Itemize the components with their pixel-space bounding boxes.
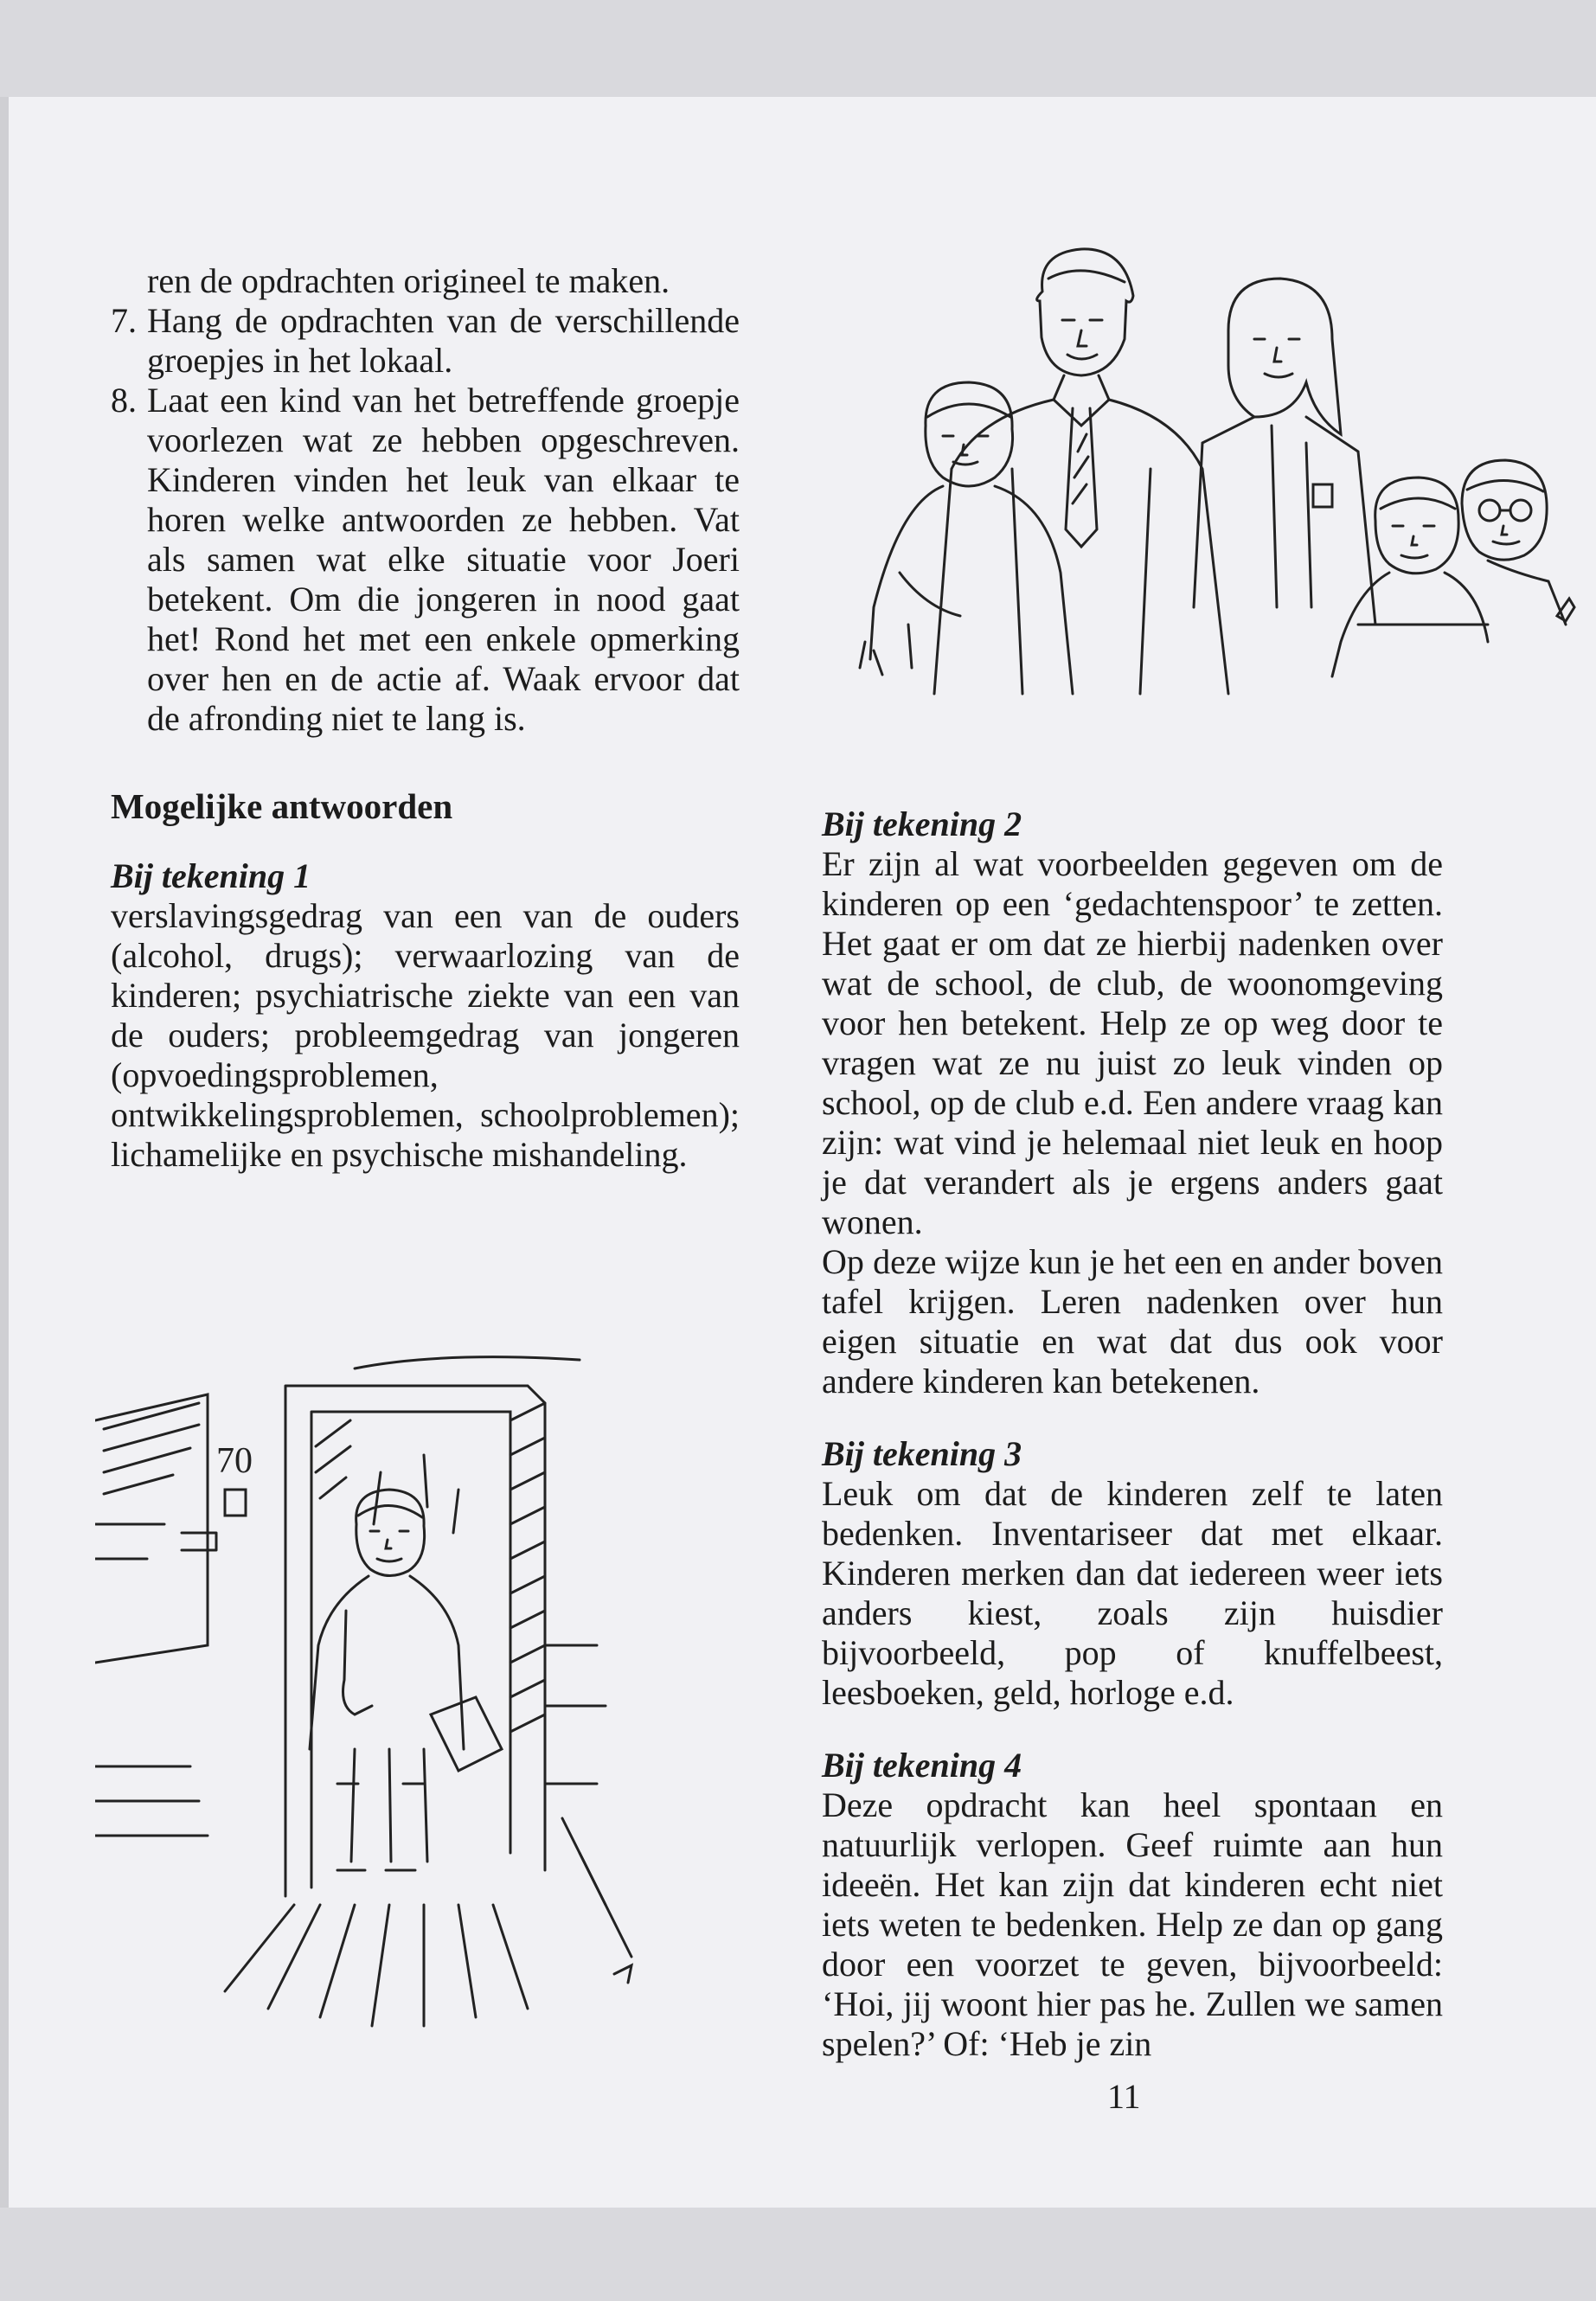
answer-drawing-2-part-1: Er zijn al wat voorbeelden gegeven om de kinderen op een ‘gedachtenspoor’ te zetten. Het gaat er om dat ze hierbij nadenken over wat de school, de club, de woonomgeving voor hen betekent. Help ze op weg door te vragen wat ze nu juist zo leuk vinden op school, op de club e.d. Een andere vraag kan zijn: wat vind je helemaal niet leuk en hoop je dat verandert als je ergens anders gaat wonen. xyxy=(822,844,1443,1241)
answer-drawing-3: Leuk om dat de kinderen zelf te laten bedenken. Inventariseer dat met elkaar. Kinderen merken dan dat iedereen weer iets anders kiest, zoals zijn huisdier bijvoorbeeld, pop of knuffelbeest, leesboeken, geld, horloge e.d. xyxy=(822,1474,1443,1712)
doorway-illustration xyxy=(95,1299,753,2078)
list-item xyxy=(111,301,740,381)
list-item-number: 8. xyxy=(111,381,137,420)
subheading-drawing-3: Bij tekening 3 xyxy=(822,1434,1022,1473)
answer-drawing-4: Deze opdracht kan heel spontaan en natuurlijk verlopen. Geef ruimte aan hun ideeën. Het kan zijn dat kinderen echt niet iets weten te bedenken. Help ze dan op gang door een voorzet te geven, bijvoorbeeld: ‘Hoi, jij woont hier pas he. Zullen we samen spelen?’ Of: ‘Heb je zin xyxy=(822,1785,1443,2063)
girl-figure xyxy=(860,382,1073,694)
mother-figure xyxy=(1194,279,1375,625)
house-number: 70 xyxy=(216,1441,253,1481)
answer-drawing-1: verslavingsgedrag van een van de ouders (alcohol, drugs); verwaarlozing van de kinderen; psychiatrische ziekte van een van de ouders; probleemgedrag van jongeren (opvoedingsproblemen, ontwikkelingsproblemen, schoolproblemen); lichamelijke en psychische mishandeling. xyxy=(111,896,740,1174)
page-number: 11 xyxy=(1107,2077,1141,2116)
section-heading: Mogelijke antwoorden xyxy=(111,786,453,826)
left-column xyxy=(111,261,740,1175)
list-item xyxy=(111,381,740,739)
subheading-drawing-2: Bij tekening 2 xyxy=(822,804,1022,843)
continuation-line: ren de opdrachten origineel te maken. xyxy=(147,261,670,300)
subheading-drawing-1: Bij tekening 1 xyxy=(111,856,311,895)
book-page xyxy=(9,97,1596,2208)
list-item-text: Laat een kind van het betreffende groepje voorlezen wat ze hebben opgeschreven. Kinderen vinden het leuk van elkaar te horen welke antwoorden ze hebben. Vat als samen wat elke situatie voor Joeri betekent. Om die jongeren in nood gaat het! Rond het met een enkele opmerking over hen en de actie af. Waak ervoor dat de afronding niet te lang is. xyxy=(147,381,740,738)
father-figure xyxy=(934,249,1228,694)
list-item-number: 7. xyxy=(111,301,137,340)
list-item-text: Hang de opdrachten van de verschillende groepjes in het lokaal. xyxy=(147,301,740,380)
right-column xyxy=(822,804,1443,2064)
answer-drawing-2-part-2: Op deze wijze kun je het een en ander boven tafel krijgen. Leren nadenken over hun eigen situatie en wat dat dus ook voor andere kinderen kan betekenen. xyxy=(822,1242,1443,1400)
boy-figure xyxy=(310,1490,502,1870)
family-illustration xyxy=(822,244,1583,763)
page-binding-edge xyxy=(0,97,9,2208)
subheading-drawing-4: Bij tekening 4 xyxy=(822,1746,1022,1785)
